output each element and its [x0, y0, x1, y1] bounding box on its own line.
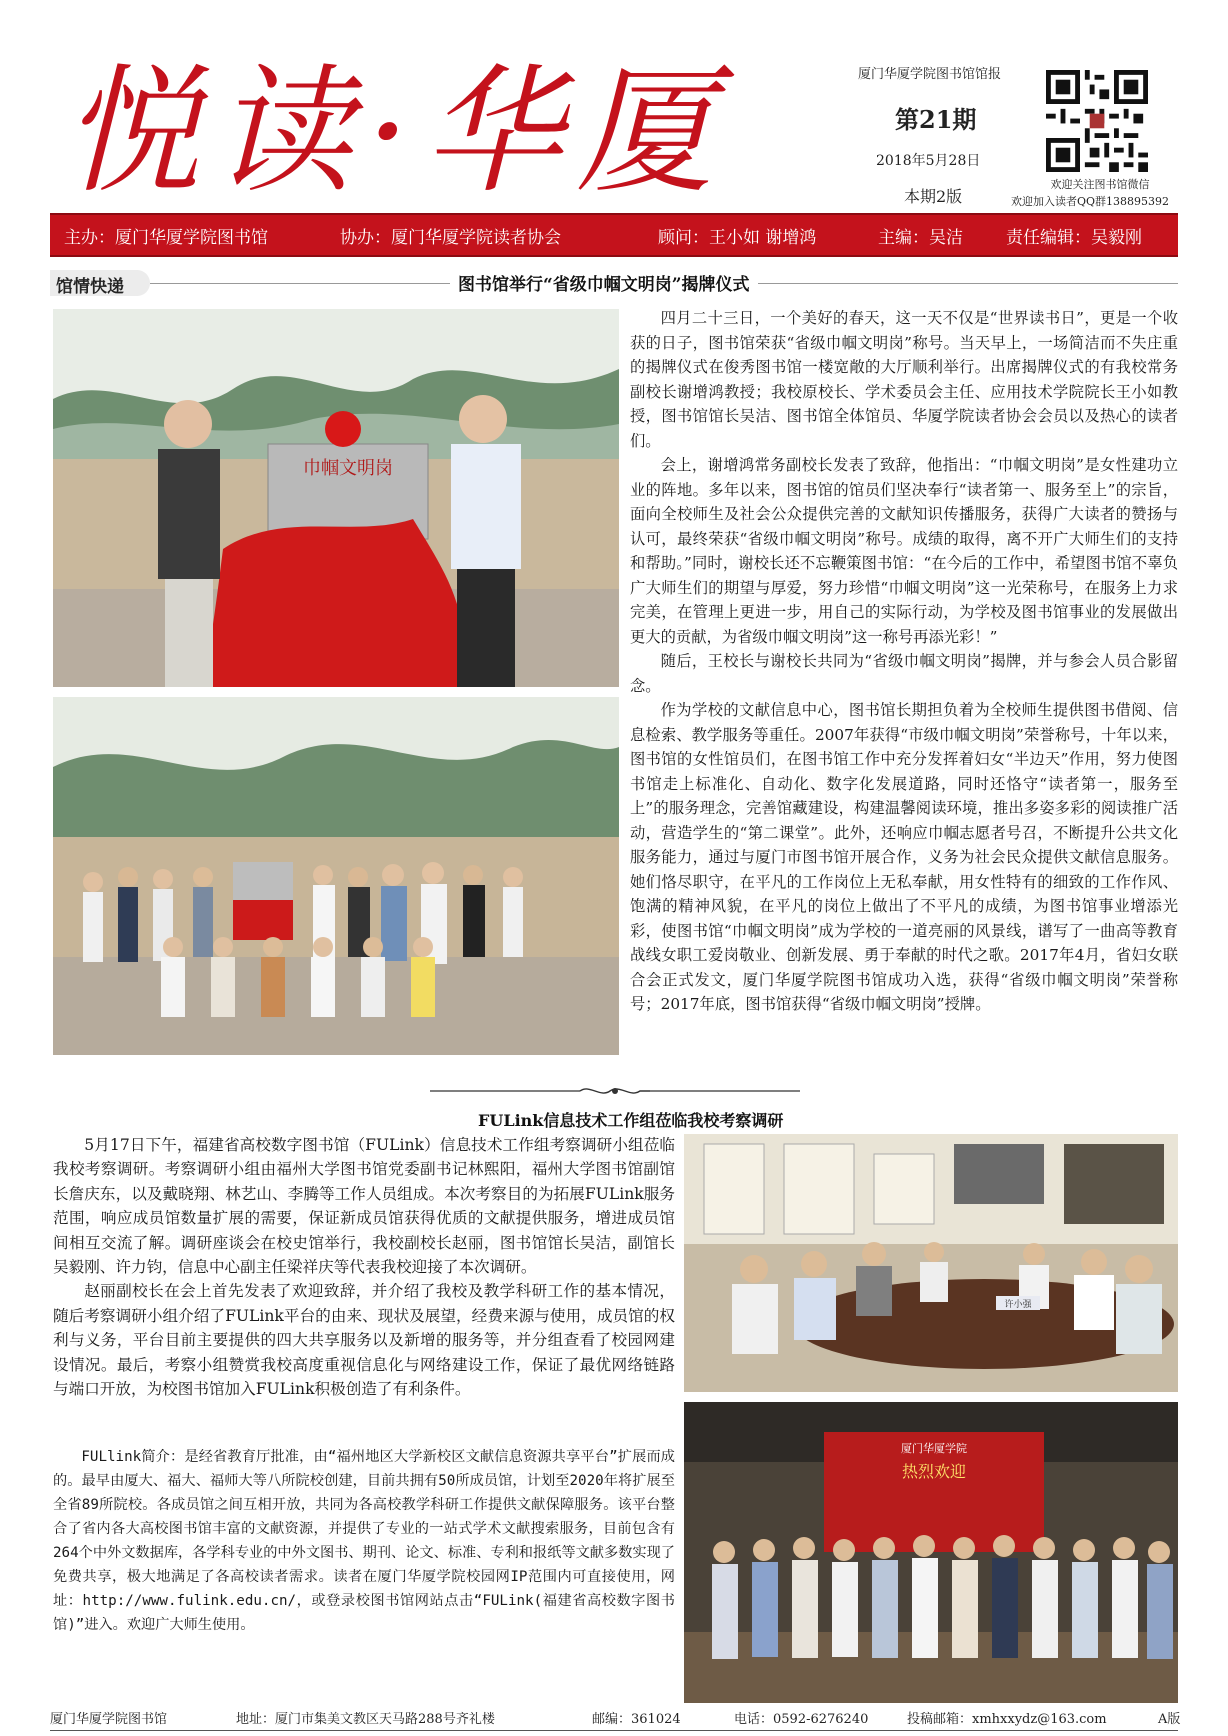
article1-paragraph: 随后，王校长与谢校长共同为“省级巾帼文明岗”揭牌，并与参会人员合影留念。	[630, 652, 1178, 695]
school-sign-text: 厦门华厦学院	[901, 1442, 967, 1455]
section-tab-label: 馆情快递	[56, 277, 124, 297]
article2-headline: FULink信息技术工作组莅临我校考察调研	[478, 1111, 784, 1130]
article2-paragraph: 5月17日下午，福建省高校数字图书馆（FULink）信息技术工作组考察调研小组莅临我校考察调研。考察调研小组由福州大学图书馆党委副书记林熙阳，福州大学图书馆副馆长詹庆东，以及戴晓翔、林艺山、李腾等工作人员组成。本次考察目的为拓展FULink服务范围，响应成员馆数量扩展的需要，保证新成员馆获得优质的文献提供服务，增进成员馆间相互交流了解。调研座谈会在校史馆举行，我校副校长赵丽，图书馆馆长吴洁，副馆长吴毅刚、许力钧，信息中心副主任梁祥庆等代表我校迎接了本次调研。	[53, 1136, 675, 1277]
plaque-text: 巾帼文明岗	[303, 458, 393, 479]
issue-date: 2018年5月28日	[876, 153, 981, 169]
article1-headline: 图书馆举行“省级巾帼文明岗”揭牌仪式	[450, 270, 758, 295]
article2-body	[53, 1133, 675, 1401]
masthead-title: 悦读·华厦	[62, 51, 728, 212]
article1-body	[630, 306, 1178, 1017]
divider-ornament	[430, 1083, 800, 1097]
credit-chief-editor: 主编：吴洁	[878, 228, 963, 248]
article2-paragraph: 赵丽副校长在会上首先发表了欢迎致辞，并介绍了我校及教学科研工作的基本情况，随后考察调研小组介绍了FULink平台的由来、现状及展望，经费来源与使用，成员馆的权利与义务，平台目前主要提供的四大共享服务以及新增的服务等，并分组查看了校园网建设情况。最后，考察小组赞赏我校高度重视信息化与网络建设工作，保证了最优网络链路与端口开放，为校图书馆加入FULink积极创造了有利条件。	[53, 1282, 675, 1399]
footer-email: 投稿邮箱：xmhxxydz@163.com	[907, 1712, 1107, 1727]
credit-advisors: 顾问：王小如 谢增鸿	[658, 228, 817, 248]
welcome-banner-text: 热烈欢迎	[901, 1462, 967, 1481]
credit-editor: 责任编辑：吴毅刚	[1006, 228, 1142, 248]
delegation-photo	[684, 1402, 1178, 1703]
qq-group-caption: 欢迎加入读者QQ群138895392	[1011, 195, 1170, 208]
meeting-photo	[684, 1134, 1178, 1392]
fulink-intro-paragraph: FULlink简介：是经省教育厅批准，由“福州地区大学新校区文献信息资源共享平台”扩展而成的。最早由厦大、福大、福师大等八所院校创建，目前共拥有50所成员馆，计划至2020年将扩展至全省89所院校。各成员馆之间互相开放，共同为各高校教学科研工作提供文献保障服务。该平台整合了省内各大高校图书馆丰富的文献资源，并提供了专业的一站式学术文献搜索服务，目前包含有264个中外文数据库，各学科专业的中外文图书、期刊、论文、标准、专利和报纸等文献多数实现了免费共享，极大地满足了各高校读者需求。读者在厦门华厦学院校园网IP范围内可直接使用，网址：http://www.fulink.edu.cn/，或登录校图书馆网站点击“FULink(福建省高校数字图书馆)”进入。欢迎广大师生使用。	[53, 1449, 675, 1633]
group-photo	[53, 697, 619, 1055]
article1-paragraph: 会上，谢增鸿常务副校长发表了致辞，他指出：“巾帼文明岗”是女性建功立业的阵地。多年以来，图书馆的馆员们坚决奉行“读者第一、服务至上”的宗旨，面向全校师生及社会公众提供完善的文献知识传播服务，获得广大读者的赞扬与认可，最终荣获“省级巾帼文明岗”称号。成绩的取得，离不开广大师生们的支持和帮助。”同时，谢校长还不忘鞭策图书馆：“在今后的工作中，希望图书馆不辜负广大师生们的期望与厚爱，努力珍惜“巾帼文明岗”这一光荣称号，在服务上力求完美，在管理上更进一步，用自己的实际行动，为学校及图书馆事业的发展做出更大的贡献，为省级巾帼文明岗”这一称号再添光彩！”	[630, 456, 1178, 646]
fulink-intro	[53, 1445, 675, 1637]
credit-co-host: 协办：厦门华厦学院读者协会	[340, 228, 561, 248]
footer-address: 地址：厦门市集美文教区天马路288号齐礼楼	[236, 1712, 495, 1727]
nameplate-text: 许小强	[1004, 1300, 1032, 1310]
footer-library: 厦门华厦学院图书馆	[50, 1712, 168, 1727]
unveiling-photo	[53, 309, 619, 687]
publisher-name: 厦门华厦学院图书馆馆报	[858, 67, 1002, 82]
footer-edition: A版	[1158, 1712, 1181, 1727]
credits-bar	[50, 213, 1178, 257]
article1-paragraph: 四月二十三日，一个美好的春天，这一天不仅是“世界读书日”，更是一个收获的日子，图书馆荣获“省级巾帼文明岗”称号。当天早上，一场简洁而不失庄重的揭牌仪式在俊秀图书馆一楼宽敞的大厅顺利举行。出席揭牌仪式的有我校常务副校长谢增鸿教授；我校原校长、学术委员会主任、应用技术学院院长王小如教授，图书馆馆长吴洁、图书馆全体馆员、华厦学院读者协会会员以及热心的读者们。	[630, 309, 1178, 450]
issue-number: 第21期	[895, 105, 977, 134]
footer-rule	[50, 1730, 1178, 1731]
credit-host: 主办：厦门华厦学院图书馆	[64, 228, 268, 248]
qr-caption: 欢迎关注图书馆微信	[1050, 178, 1150, 191]
page-count: 本期2版	[904, 187, 963, 206]
qr-code-icon	[1046, 70, 1148, 172]
footer-phone: 电话：0592-6276240	[734, 1712, 869, 1727]
footer-postcode: 邮编：361024	[592, 1712, 681, 1727]
article1-paragraph: 作为学校的文献信息中心，图书馆长期担负着为全校师生提供图书借阅、信息检索、教学服务等重任。2007年获得“市级巾帼文明岗”荣誉称号，十年以来，图书馆的女性馆员们，在图书馆工作中充分发挥着妇女“半边天”作用，努力使图书馆走上标准化、自动化、数字化发展道路，同时还恪守“读者第一，服务至上”的服务理念，完善馆藏建设，构建温馨阅读环境，推出多姿多彩的阅读推广活动，营造学生的“第二课堂”。此外，还响应巾帼志愿者号召，不断提升公共文化服务能力，通过与厦门市图书馆开展合作，义务为社会民众提供文献信息服务。她们恪尽职守，在平凡的工作岗位上无私奉献，用女性特有的细致的工作作风、饱满的精神风貌，在平凡的岗位上做出了不平凡的成绩，为图书馆事业增添光彩，使图书馆“巾帼文明岗”成为学校的一道亮丽的风景线，谱写了一曲高等教育战线女职工爱岗敬业、创新发展、勇于奉献的时代之歌。2017年4月，省妇女联合会正式发文，厦门华厦学院图书馆成功入选，获得“省级巾帼文明岗”荣誉称号；2017年底，图书馆获得“省级巾帼文明岗”授牌。	[630, 701, 1178, 1013]
